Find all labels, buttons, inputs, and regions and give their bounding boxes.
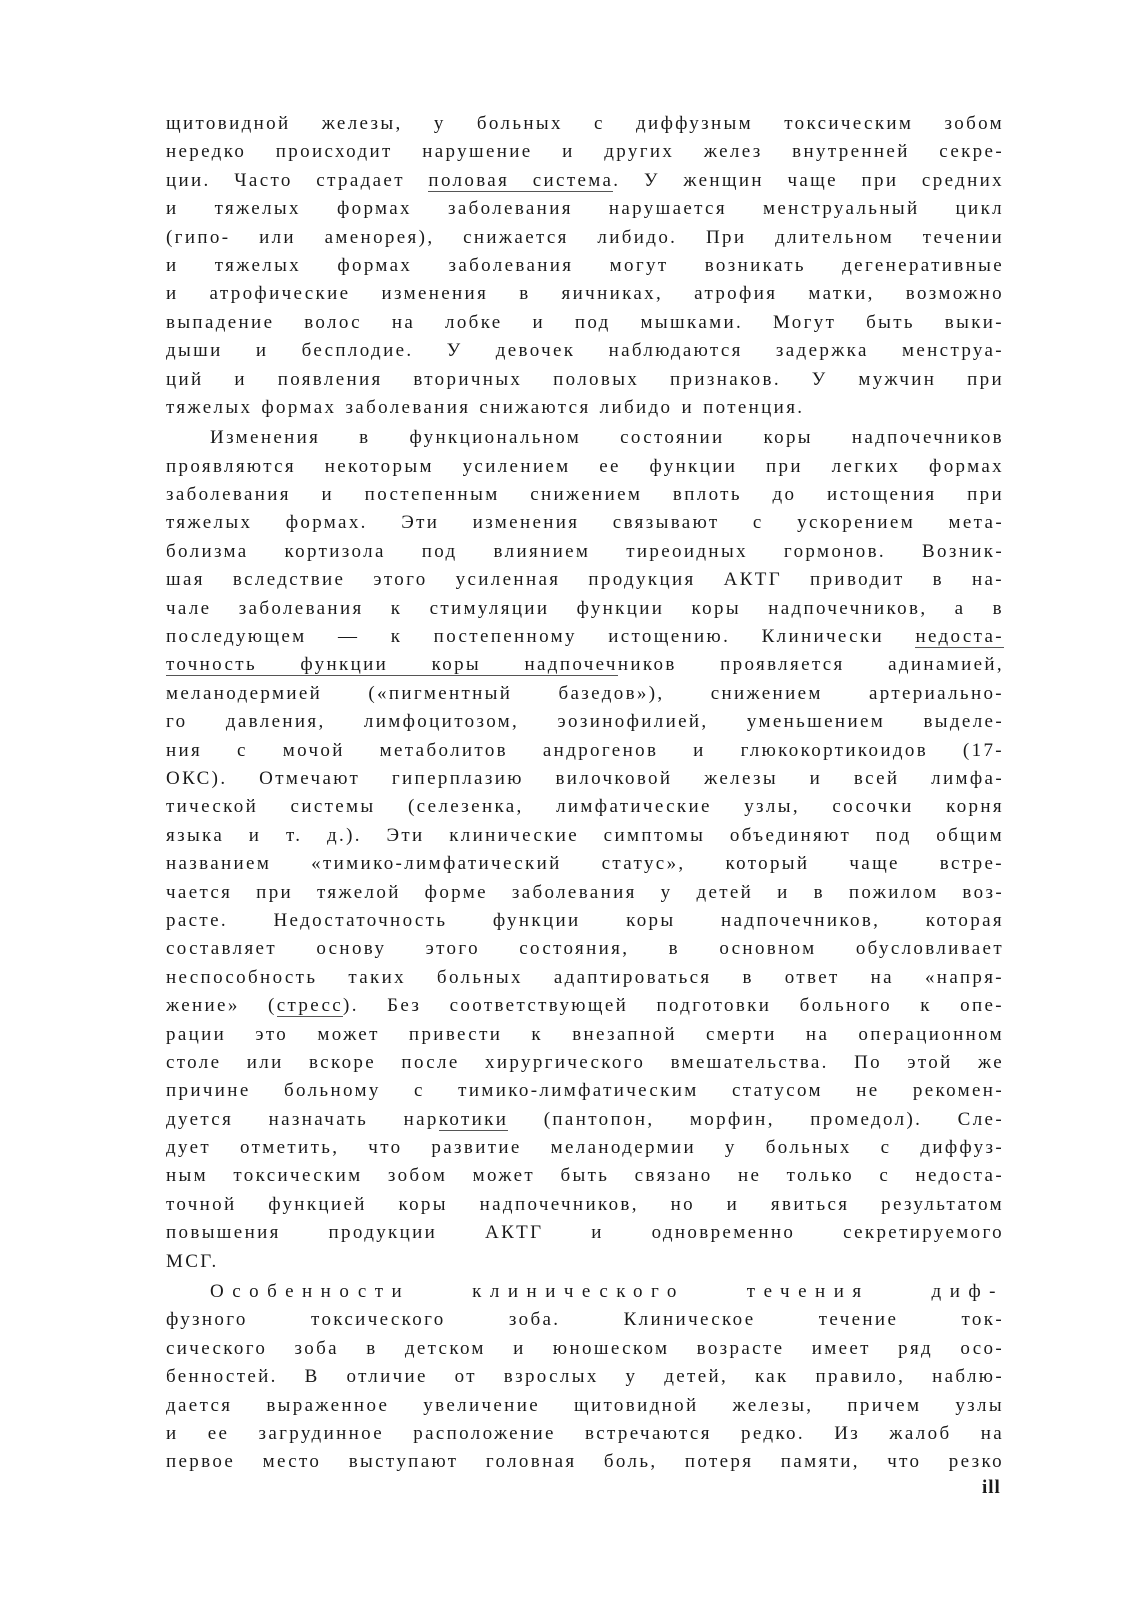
text-line: первое место выступают головная боль, потеря памяти, что резко xyxy=(166,1451,1004,1473)
text-line: языка и т. д.). Эти клинические симптомы объединяют под общим xyxy=(166,824,1004,846)
underlined-term: недоста- xyxy=(915,626,1004,648)
underlined-term: стресс xyxy=(276,995,344,1017)
text-line: ОКС). Отмечают гиперплазию вилочковой железы и всей лимфа- xyxy=(166,767,1004,789)
paragraph-2 xyxy=(166,424,1004,1276)
text-line: го давления, лимфоцитозом, эозинофилией, уменьшением выделе- xyxy=(166,711,1004,733)
text-line: дует отметить, что развитие меланодермии у больных с диффуз- xyxy=(166,1137,1004,1159)
underlined-term: половая система xyxy=(428,169,614,191)
page-body xyxy=(166,110,1004,1477)
text-line: шая вследствие этого усиленная продукция АКТГ приводит в на- xyxy=(166,569,1004,591)
text-run: ников проявляется адинамией, xyxy=(617,654,1004,676)
text-line: ным токсическим зобом может быть связано не только с недоста- xyxy=(166,1165,1004,1187)
text-line xyxy=(166,167,1004,195)
text-line: названием «тимико-лимфатический статус», который чаще встре- xyxy=(166,853,1004,875)
text-line: проявляются некоторым усилением ее функции при легких формах xyxy=(166,455,1004,477)
paragraph-3 xyxy=(166,1278,1004,1477)
text-line: точной функцией коры надпочечников, но и явиться результатом xyxy=(166,1193,1004,1215)
text-line: нередко происходит нарушение и других желез внутренней секре- xyxy=(166,141,1004,163)
text-line xyxy=(166,992,1004,1020)
text-line: причине больному с тимико-лимфатическим статусом не рекомен- xyxy=(166,1080,1004,1102)
section-heading-line: Особенности клинического течения диф- xyxy=(210,1281,1004,1303)
text-line: заболевания и постепенным снижением вплоть до истощения при xyxy=(166,484,1004,506)
text-line: расте. Недостаточность функции коры надпочечников, которая xyxy=(166,909,1004,931)
text-line: щитовидной железы, у больных с диффузным токсическим зобом xyxy=(166,113,1004,134)
text-line: рации это может привести к внезапной смерти на операционном xyxy=(166,1023,1004,1045)
text-line: дается выраженное увеличение щитовидной железы, причем узлы xyxy=(166,1394,1004,1416)
text-line: ния с мочой метаболитов андрогенов и глюкокортикоидов (17- xyxy=(166,739,1004,761)
text-line: составляет основу этого состояния, в основном обусловливает xyxy=(166,938,1004,960)
text-line xyxy=(166,623,1004,651)
text-line: и ее загрудинное расположение встречаются редко. Из жалоб на xyxy=(166,1422,1004,1444)
text-run: ). Без соответствующей подготовки больного к опе- xyxy=(343,995,1004,1017)
text-line: столе или вскоре после хирургического вмешательства. По этой же xyxy=(166,1051,1004,1073)
text-line: (гипо- или аменорея), снижается либидо. При длительном течении xyxy=(166,226,1004,248)
text-line: МСГ. xyxy=(166,1250,219,1272)
text-line: бенностей. В отличие от взрослых у детей, как правило, наблю- xyxy=(166,1366,1004,1388)
text-line: сического зоба в детском и юношеском возрасте имеет ряд осо- xyxy=(166,1337,1004,1359)
text-run: дуется назначать нар xyxy=(166,1108,439,1130)
text-line: чале заболевания к стимуляции функции коры надпочечников, а в xyxy=(166,597,1004,619)
text-line: и тяжелых формах заболевания нарушается менструальный цикл xyxy=(166,198,1004,220)
text-line: тяжелых формах. Эти изменения связывают с ускорением мета- xyxy=(166,512,1004,534)
text-line: тяжелых формах заболевания снижаются либидо и потенция. xyxy=(166,396,805,418)
text-line: и атрофические изменения в яичниках, атрофия матки, возможно xyxy=(166,283,1004,305)
paragraph-1 xyxy=(166,110,1004,422)
text-line: фузного токсического зоба. Клиническое течение ток- xyxy=(166,1309,1004,1331)
text-line: неспособность таких больных адаптироваться в ответ на «напря- xyxy=(166,966,1004,988)
text-line: болизма кортизола под влиянием тиреоидных гормонов. Возник- xyxy=(166,540,1004,562)
text-run: последующем — к постепенному истощению. Клинически xyxy=(166,626,916,648)
text-run: (пантопон, морфин, промедол). Сле- xyxy=(508,1108,1004,1130)
underlined-term: точность функции коры надпочеч xyxy=(166,654,618,676)
text-run: жение» ( xyxy=(166,995,277,1017)
text-line xyxy=(166,1106,1004,1134)
text-line: Изменения в функциональном состоянии коры надпочечников xyxy=(210,427,1004,449)
text-line: повышения продукции АКТГ и одновременно секретируемого xyxy=(166,1222,1004,1244)
text-line: дыши и бесплодие. У девочек наблюдаются задержка менструа- xyxy=(166,340,1004,362)
text-line xyxy=(166,651,1004,679)
text-line: тической системы (селезенка, лимфатические узлы, сосочки корня xyxy=(166,796,1004,818)
text-run: ции. Часто страдает xyxy=(166,169,429,191)
text-run: . У женщин чаще при средних xyxy=(613,169,1004,191)
page-number: ill xyxy=(982,1477,1001,1498)
text-line: чается при тяжелой форме заболевания у детей и в пожилом воз- xyxy=(166,881,1004,903)
text-line: выпадение волос на лобке и под мышками. Могут быть выки- xyxy=(166,311,1004,333)
text-line: ций и появления вторичных половых признаков. У мужчин при xyxy=(166,368,1004,390)
underlined-term: котики xyxy=(438,1108,509,1130)
text-line: меланодермией («пигментный базедов»), снижением артериально- xyxy=(166,682,1004,704)
text-line: и тяжелых формах заболевания могут возникать дегенеративные xyxy=(166,254,1004,276)
